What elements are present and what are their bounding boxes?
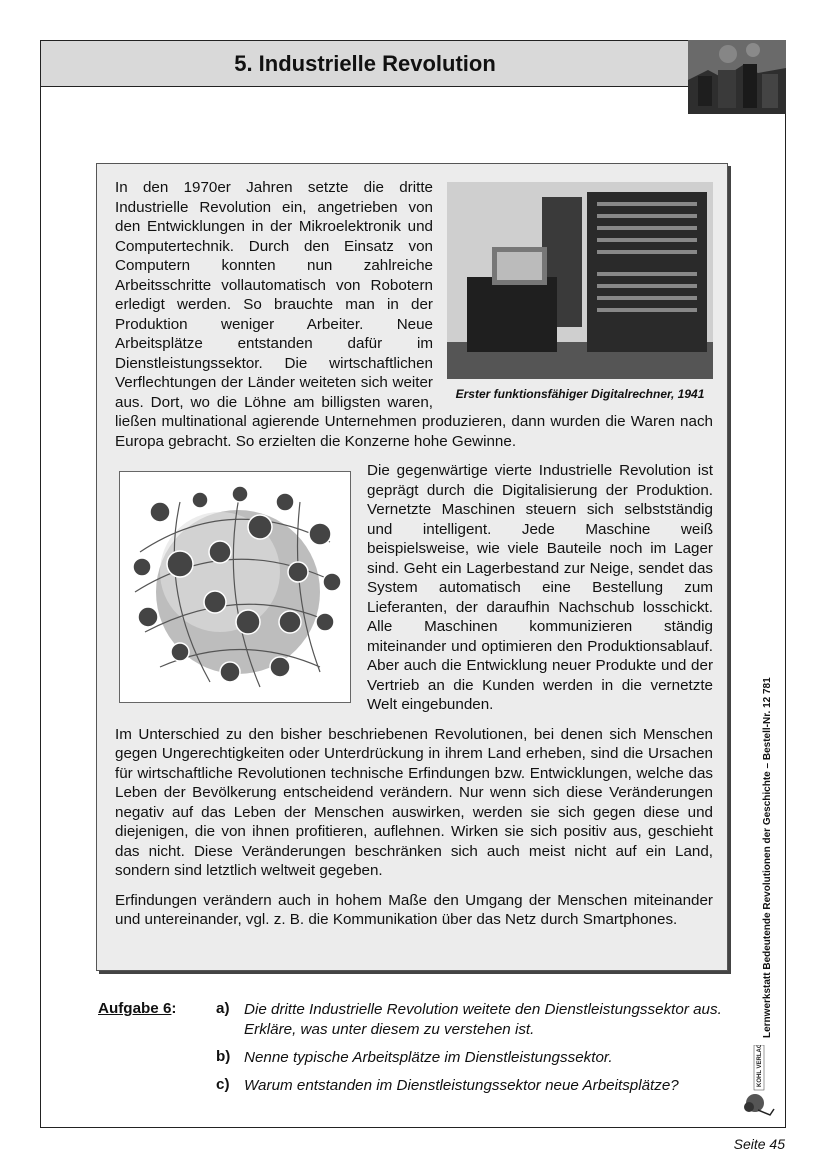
page-title xyxy=(40,40,690,87)
task-text: Warum entstanden im Dienstleistungssektor neue Arbeitsplätze? xyxy=(244,1077,679,1094)
task-item-a xyxy=(216,1000,724,1040)
task-item-b xyxy=(216,1048,724,1068)
paragraph-third-revolution: In den 1970er Jahren setzte die dritte Industrielle Revolution ein, angetrieben von den Entwicklungen in der Mikroelektronik und Computertechnik. Durch den Einsatz von Computern konnten nun zahlreiche Arbeitsschritte vollautomatisch von Robotern erledigt werden. So brauchte man in der Produktion weniger Arbeiter. Neue Arbeitsplätze entstanden dafür im Dienstleistungssektor. Die wirtschaftlichen Verflechtungen der Länder weiteten sich weiter aus. Dort, wo die Löhne am billigsten waren, ließen multinational agierende Unternehmen produzieren, dann wurden die Waren nach Europa gebracht. So erzielten die Konzerne hohe Gewinne. xyxy=(115,179,713,450)
bastille-image xyxy=(688,40,786,114)
computer-photo-figure xyxy=(447,182,713,411)
bastille-illustration xyxy=(688,40,786,114)
paragraph-differences: Im Unterschied zu den bisher beschriebenen Revolutionen, bei denen sich Menschen gegen Ungerechtigkeiten oder Unterdrückung in ihrem Land erheben, sind die Ursachen für wirtschaftliche Revolutionen technische Erfindungen bzw. Entwicklungen, welche das Leben der Bevölkerung entscheidend verändern. Nur wenn sich diese Veränderungen negativ auf das Leben der Menschen auswirken, werden sie sich gegen diese und diejenigen, die von ihnen profitieren, auflehnen. Wirken sie sich positiv aus, geschieht das nicht. Diese Veränderungen beschränken sich auch meist nicht auf ein Land, sondern sind letztlich weltweit gegeben. xyxy=(115,725,713,879)
task-text: Die dritte Industrielle Revolution weitete den Dienstleistungssektor aus. Erkläre, was unter diesem zu verstehen ist. xyxy=(244,1001,722,1038)
task-letter: a) xyxy=(216,1000,230,1017)
task-label: Aufgabe 6: xyxy=(98,1000,177,1017)
task-item-c xyxy=(216,1076,724,1096)
page-number: Seite 45 xyxy=(733,1136,785,1152)
task-text: Nenne typische Arbeitsplätze im Dienstleistungssektor. xyxy=(244,1049,613,1066)
network-globe-figure xyxy=(119,471,351,703)
kohl-verlag-logo xyxy=(740,1045,780,1120)
publisher-sidebar-text: Lernwerkstatt Bedeutende Revolutionen der Geschichte – Bestell-Nr. 12 781 xyxy=(762,677,773,1038)
logo-text: KOHL VERLAG xyxy=(757,1045,763,1087)
paragraph-inventions: Erfindungen verändern auch in hohem Maße den Umgang der Menschen miteinander und untereinander, vgl. z. B. die Kommunikation über das Netz durch Smartphones. xyxy=(115,891,713,928)
photo-caption: Erster funktionsfähiger Digitalrechner, 1941 xyxy=(455,387,705,401)
page-title-text: 5. Industrielle Revolution xyxy=(234,50,496,76)
paragraph-fourth-revolution: Die gegenwärtige vierte Industrielle Revolution ist geprägt durch die Digitalisierung der Produktion. Vernetzte Maschinen steuern sich selbstständig und intelligent. Jede Maschine weiß beispielsweise, wie viele Bauteile noch im Lager sind. Geht ein Lagerbestand zur Neige, sendet das System automatisch eine Bestellung zum Lieferanten, der daraufhin Nachschub losschickt. Alle Maschinen kommunizieren ständig miteinander und optimieren den Produktionsablauf. Aber auch die Entwicklung neuer Produkte und der Vertrieb an die Kunden werden in die vernetzte Welt eingebunden. xyxy=(367,462,713,713)
digital-computer-photo xyxy=(447,182,713,379)
info-textbox xyxy=(96,163,728,971)
task-letter: c) xyxy=(216,1076,230,1093)
task-letter: b) xyxy=(216,1048,231,1065)
network-globe-illustration xyxy=(120,472,350,702)
